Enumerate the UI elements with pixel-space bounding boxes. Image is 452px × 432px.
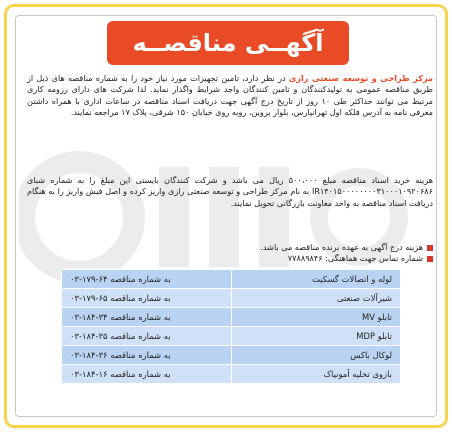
square-bullet-icon xyxy=(427,256,433,262)
table-row xyxy=(62,327,401,346)
tender-number: به شماره مناقصه ۱۶-۱۸۴-۰۳ xyxy=(62,365,232,384)
table-row xyxy=(62,289,401,308)
tender-item: تابلو MV xyxy=(231,308,400,327)
tender-item: تابلو MDP xyxy=(231,327,400,346)
ad-frame xyxy=(4,4,448,428)
ad-title: آگهــی مناقصــه xyxy=(132,29,324,57)
title-banner xyxy=(107,21,349,65)
square-bullet-icon xyxy=(427,245,433,251)
notes-list xyxy=(27,242,433,265)
tender-item: لوله و اتصالات گسکیت xyxy=(231,270,400,289)
tender-number: به شماره مناقصه ۶۵-۱۷۹-۰۳ xyxy=(62,289,232,308)
table-row xyxy=(62,308,401,327)
tender-item: لوکال باکس xyxy=(231,346,400,365)
organization-name: مرکز طراحی و توسعه صنعتی رازی xyxy=(288,73,434,83)
tender-number: به شماره مناقصه ۳۶-۱۸۴-۰۳ xyxy=(62,346,232,365)
table-row xyxy=(62,270,401,289)
tender-item: بازوی تخلیه آمونیاک xyxy=(231,365,400,384)
tender-number: به شماره مناقصه ۶۴-۱۷۹-۰۳ xyxy=(62,270,232,289)
table-row xyxy=(62,365,401,384)
tender-number: به شماره مناقصه ۳۵-۱۸۴-۰۳ xyxy=(62,327,232,346)
tender-number: به شماره مناقصه ۳۴-۱۸۴-۰۳ xyxy=(62,308,232,327)
note-text: شماره تماس جهت هماهنگی: ۷۷۸۸۹۸۴۶ xyxy=(287,253,423,264)
table-row xyxy=(62,346,401,365)
tender-item: شیرآلات صنعتی xyxy=(231,289,400,308)
note-item xyxy=(27,253,433,264)
paragraph-1-text: در نظر دارد، تامین تجهیزات مورد نیاز خود را به شماره مناقصه های ذیل از طریق مناقصه عمومی به تولیدکنندگان و تامین کنندگان واجد شرایط واگذار نماید. لذا شرکت های دارای رزومه کاری مرتبط می توانند حداکثر طی ۱۰ روز از تاریخ درج آگهی جهت دریافت اسناد مناقصه در ساعات اداری با همراه داشتن معرفی نامه به آدرس فلکه اول تهرانپارس، بلوار پروین، روبه روی خیابان ۱۵۰ شرقی، پلاک ۱۷ مراجعه نمایند. xyxy=(27,73,433,117)
ad-body-paragraph-1 xyxy=(27,73,433,118)
note-item xyxy=(27,242,433,253)
tenders-table xyxy=(61,269,401,384)
note-text: هزینه درج آگهی به عهده برنده مناقصه می باشد. xyxy=(260,242,423,252)
ad-body-paragraph-2: هزینه خرید اسناد مناقصه مبلغ ۵۰۰،۰۰۰ ریال می باشد و شرکت کنندگان بایستی این مبلغ را به شماره شبای IR۱۴۰۱۵۰۰۰۰۰۰۰۰۳۱۰۰۰۱۰۹۲۰۶۸۶ به نام مرکز طراحی و توسعه صنعتی رازی واریز کرده و اصل فیش واریز را به هنگام دریافت اسناد مناقصه به واحد معاونت بازرگانی تحویل نمایند. xyxy=(27,175,433,208)
